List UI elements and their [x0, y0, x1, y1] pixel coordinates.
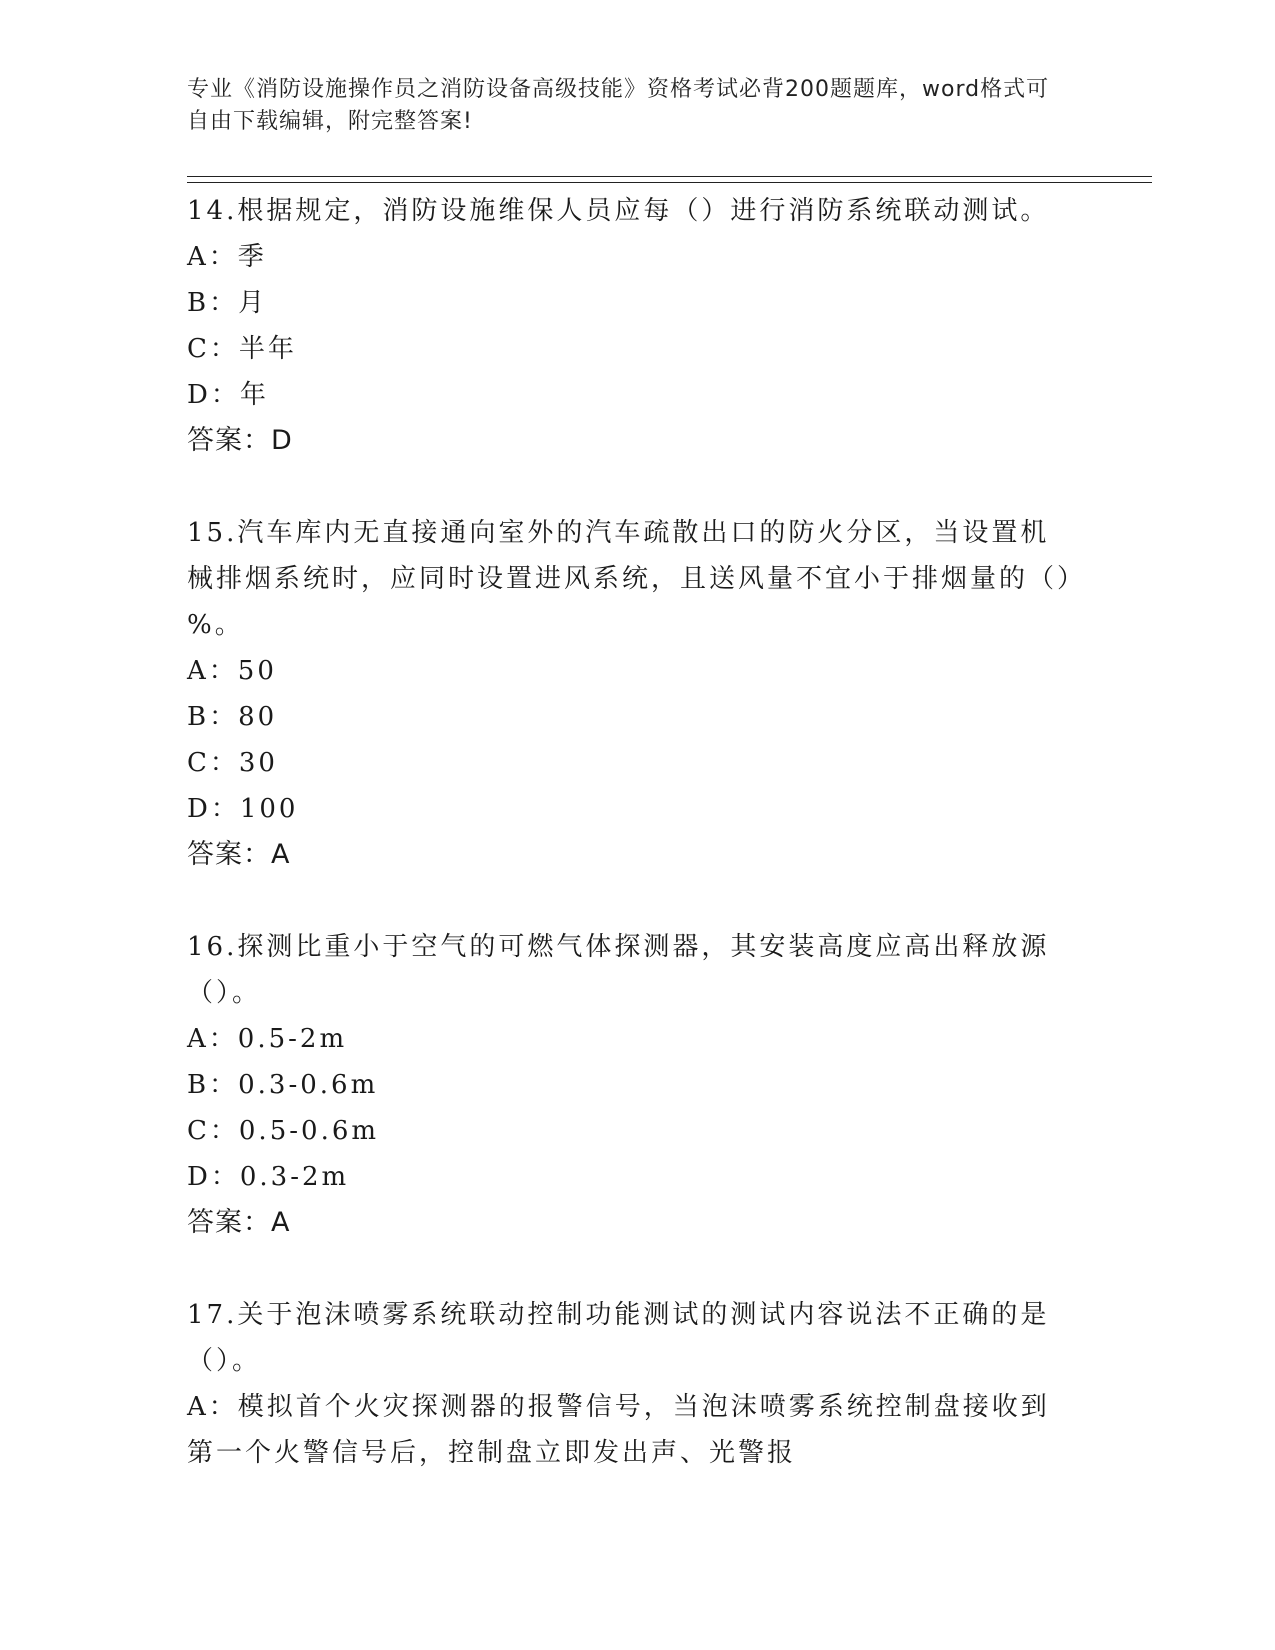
option-c: C：半年 [187, 334, 297, 364]
question-text: 16.探测比重小于空气的可燃气体探测器，其安装高度应高出释放源（）。 [187, 932, 1050, 1008]
option-b: B：0.3-0.6m [187, 1070, 379, 1100]
question-17 [187, 1292, 1077, 1476]
answer: 答案：D [187, 425, 293, 456]
answer: 答案：A [187, 839, 291, 870]
option-b: B：80 [187, 702, 278, 732]
header-rule-top [187, 176, 1152, 177]
option-b: B：月 [187, 288, 268, 318]
option-a: A：50 [187, 656, 277, 686]
question-text: 14.根据规定，消防设施维保人员应每（）进行消防系统联动测试。 [187, 196, 1050, 226]
option-a: A：0.5-2m [187, 1024, 348, 1054]
question-15 [187, 510, 1077, 878]
answer: 答案：A [187, 1207, 291, 1238]
option-a: A：模拟首个火灾探测器的报警信号，当泡沫喷雾系统控制盘接收到第一个火警信号后，控制盘立即发出声、光警报 [187, 1392, 1050, 1468]
question-text: 17.关于泡沫喷雾系统联动控制功能测试的测试内容说法不正确的是（）。 [187, 1300, 1050, 1376]
option-d: D：100 [187, 794, 299, 824]
question-16 [187, 924, 1077, 1246]
option-d: D：年 [187, 380, 269, 410]
question-list [187, 188, 1077, 1476]
question-14 [187, 188, 1077, 464]
option-d: D：0.3-2m [187, 1162, 350, 1192]
question-gap [187, 878, 1077, 924]
option-a: A：季 [187, 242, 267, 272]
question-text: 15.汽车库内无直接通向室外的汽车疏散出口的防火分区，当设置机械排烟系统时，应同时设置进风系统，且送风量不宜小于排烟量的（）%。 [187, 518, 1074, 640]
document-header: 专业《消防设施操作员之消防设备高级技能》资格考试必背200题题库，word格式可自由下载编辑，附完整答案! [187, 77, 1050, 134]
question-gap [187, 1246, 1077, 1292]
option-c: C：0.5-0.6m [187, 1116, 380, 1146]
option-c: C：30 [187, 748, 278, 778]
header-rule-bottom [187, 182, 1152, 183]
question-gap [187, 464, 1077, 510]
